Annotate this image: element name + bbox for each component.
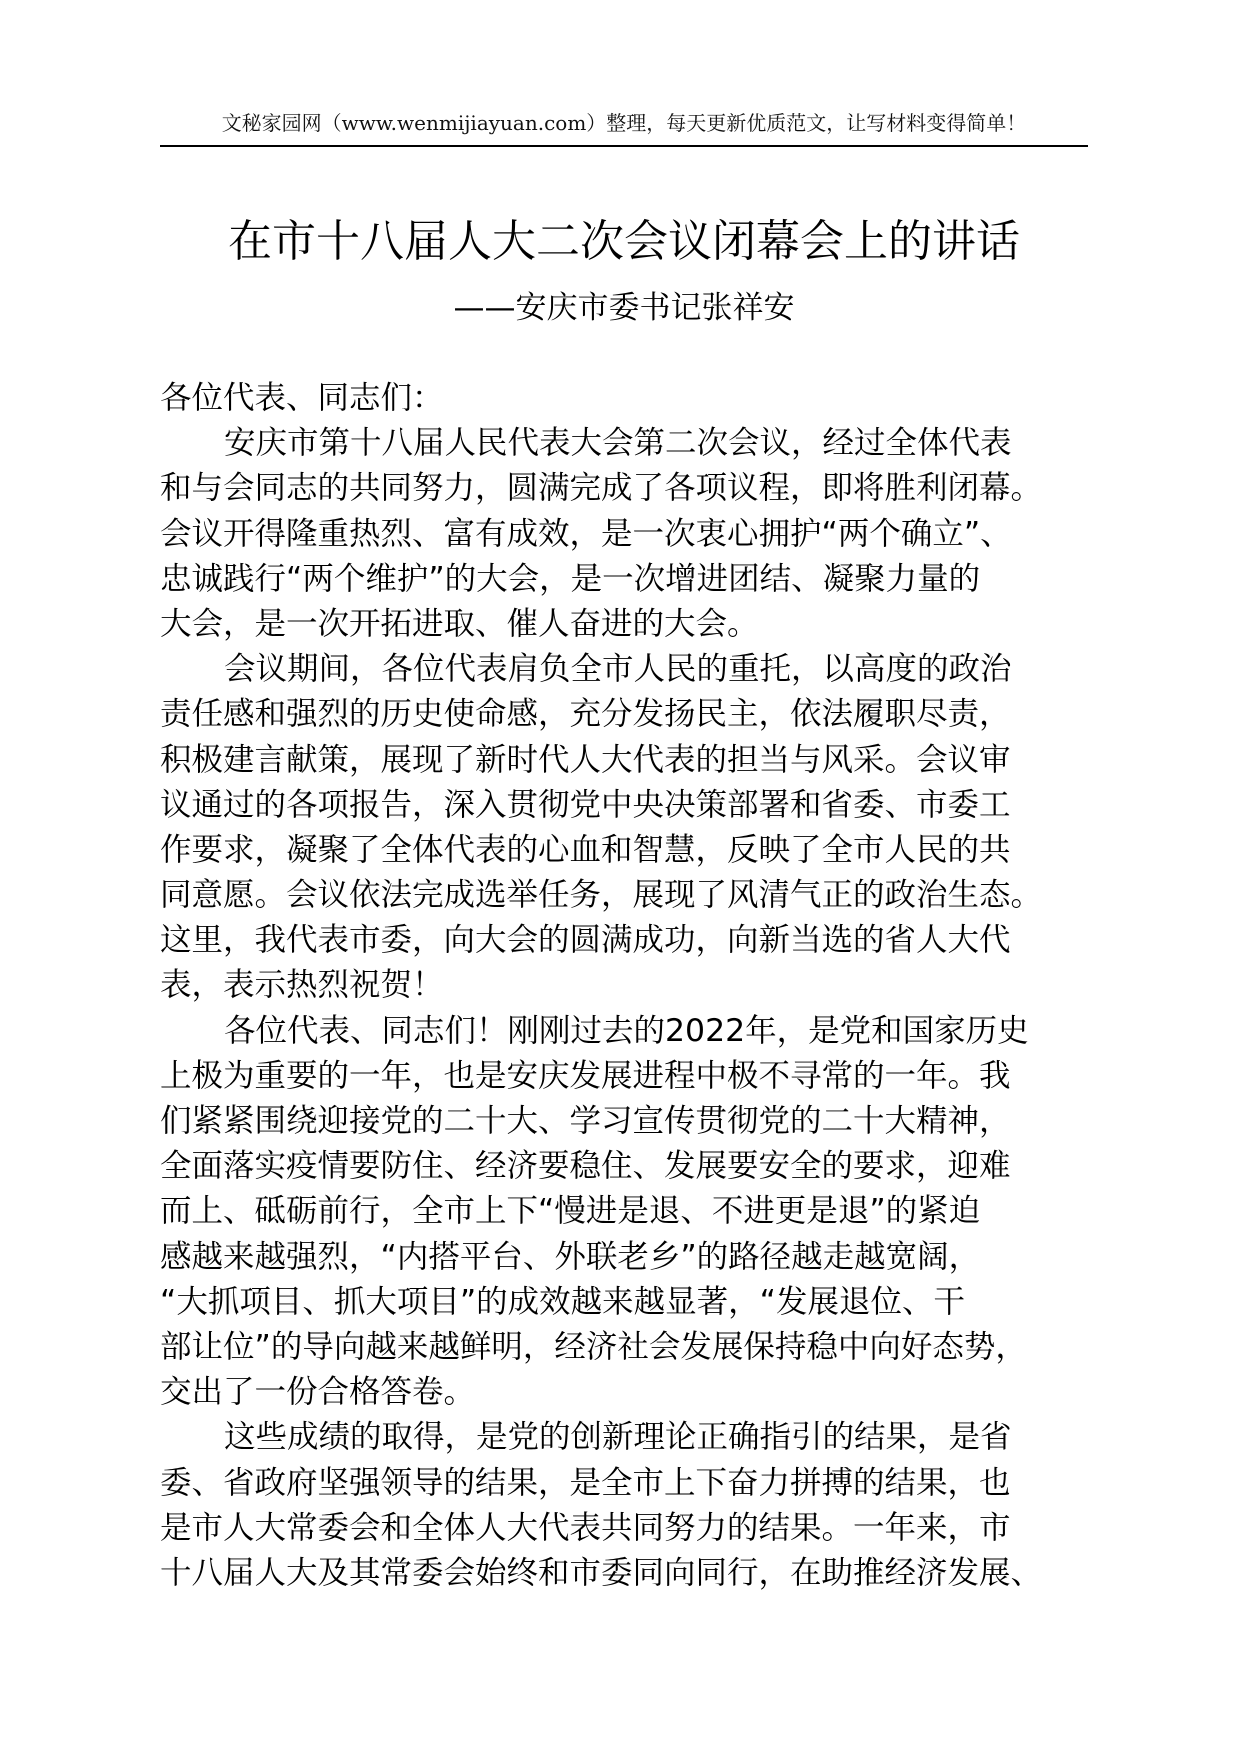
paragraph-line: 表，表示热烈祝贺！ — [160, 967, 444, 1004]
paragraph-line: 这些成绩的取得，是党的创新理论正确指引的结果，是省 — [224, 1419, 1012, 1456]
paragraph-line: 感越来越强烈，“内搭平台、外联老乡”的路径越走越宽阔， — [160, 1238, 981, 1275]
paragraph-line: 十八届人大及其常委会始终和市委同向同行，在助推经济发展、 — [160, 1554, 1043, 1591]
header-divider — [160, 145, 1088, 147]
paragraph-line: 交出了一份合格答卷。 — [160, 1374, 476, 1411]
paragraph-line: 积极建言献策，展现了新时代人大代表的担当与风采。会议审 — [160, 741, 1011, 778]
paragraph-line: 这里，我代表市委，向大会的圆满成功，向新当选的省人大代 — [160, 922, 1011, 959]
paragraph-line: 会议开得隆重热烈、富有成效，是一次衷心拥护“两个确立”、 — [160, 515, 1012, 552]
paragraph-line: 全面落实疫情要防住、经济要稳住、发展要安全的要求，迎难 — [160, 1148, 1011, 1185]
paragraph-4 — [160, 1415, 1100, 1596]
document-subtitle: ——安庆市委书记张祥安 — [453, 290, 795, 326]
document-body — [160, 376, 1100, 1596]
paragraph-3 — [160, 1009, 1100, 1416]
paragraph-line: 们紧紧围绕迎接党的二十大、学习宣传贯彻党的二十大精神， — [160, 1103, 1011, 1139]
paragraph-line: 上极为重要的一年，也是安庆发展进程中极不寻常的一年。我 — [160, 1057, 1011, 1094]
paragraph-line: 安庆市第十八届人民代表大会第二次会议，经过全体代表 — [224, 425, 1012, 462]
paragraph-2 — [160, 647, 1100, 1009]
paragraph-line: 会议期间，各位代表肩负全市人民的重托，以高度的政治 — [224, 651, 1012, 688]
paragraph-line: 委、省政府坚强领导的结果，是全市上下奋力拼搏的结果，也 — [160, 1464, 1011, 1501]
salutation: 各位代表、同志们： — [160, 380, 444, 416]
page-header: 文秘家园网（www.wenmijiayuan.com）整理，每天更新优质范文，让写材料变得简单！ — [221, 111, 1027, 135]
paragraph-line: 是市人大常委会和全体人大代表共同努力的结果。一年来，市 — [160, 1509, 1011, 1546]
paragraph-line: 大会，是一次开拓进取、催人奋进的大会。 — [160, 605, 759, 642]
paragraph-line: 各位代表、同志们！刚刚过去的2022年，是党和国家历史 — [224, 1012, 1029, 1049]
paragraph-line: 而上、砥砺前行，全市上下“慢进是退、不进更是退”的紧迫 — [160, 1193, 981, 1230]
paragraph-line: 责任感和强烈的历史使命感，充分发扬民主，依法履职尽责， — [160, 696, 1011, 733]
paragraph-line: 议通过的各项报告，深入贯彻党中央决策部署和省委、市委工 — [160, 786, 1011, 823]
paragraph-line: 同意愿。会议依法完成选举任务，展现了风清气正的政治生态。 — [160, 877, 1043, 914]
paragraph-line: 和与会同志的共同努力，圆满完成了各项议程，即将胜利闭幕。 — [160, 470, 1043, 507]
document-title: 在市十八届人大二次会议闭幕会上的讲话 — [228, 216, 1020, 267]
paragraph-line: “大抓项目、抓大项目”的成效越来越显著，“发展退位、干 — [160, 1283, 965, 1320]
paragraph-line: 作要求，凝聚了全体代表的心血和智慧，反映了全市人民的共 — [160, 831, 1011, 868]
paragraph-1 — [160, 421, 1100, 647]
paragraph-line: 忠诚践行“两个维护”的大会，是一次增进团结、凝聚力量的 — [160, 560, 981, 597]
paragraph-line: 部让位”的导向越来越鲜明，经济社会发展保持稳中向好态势， — [160, 1328, 1027, 1365]
